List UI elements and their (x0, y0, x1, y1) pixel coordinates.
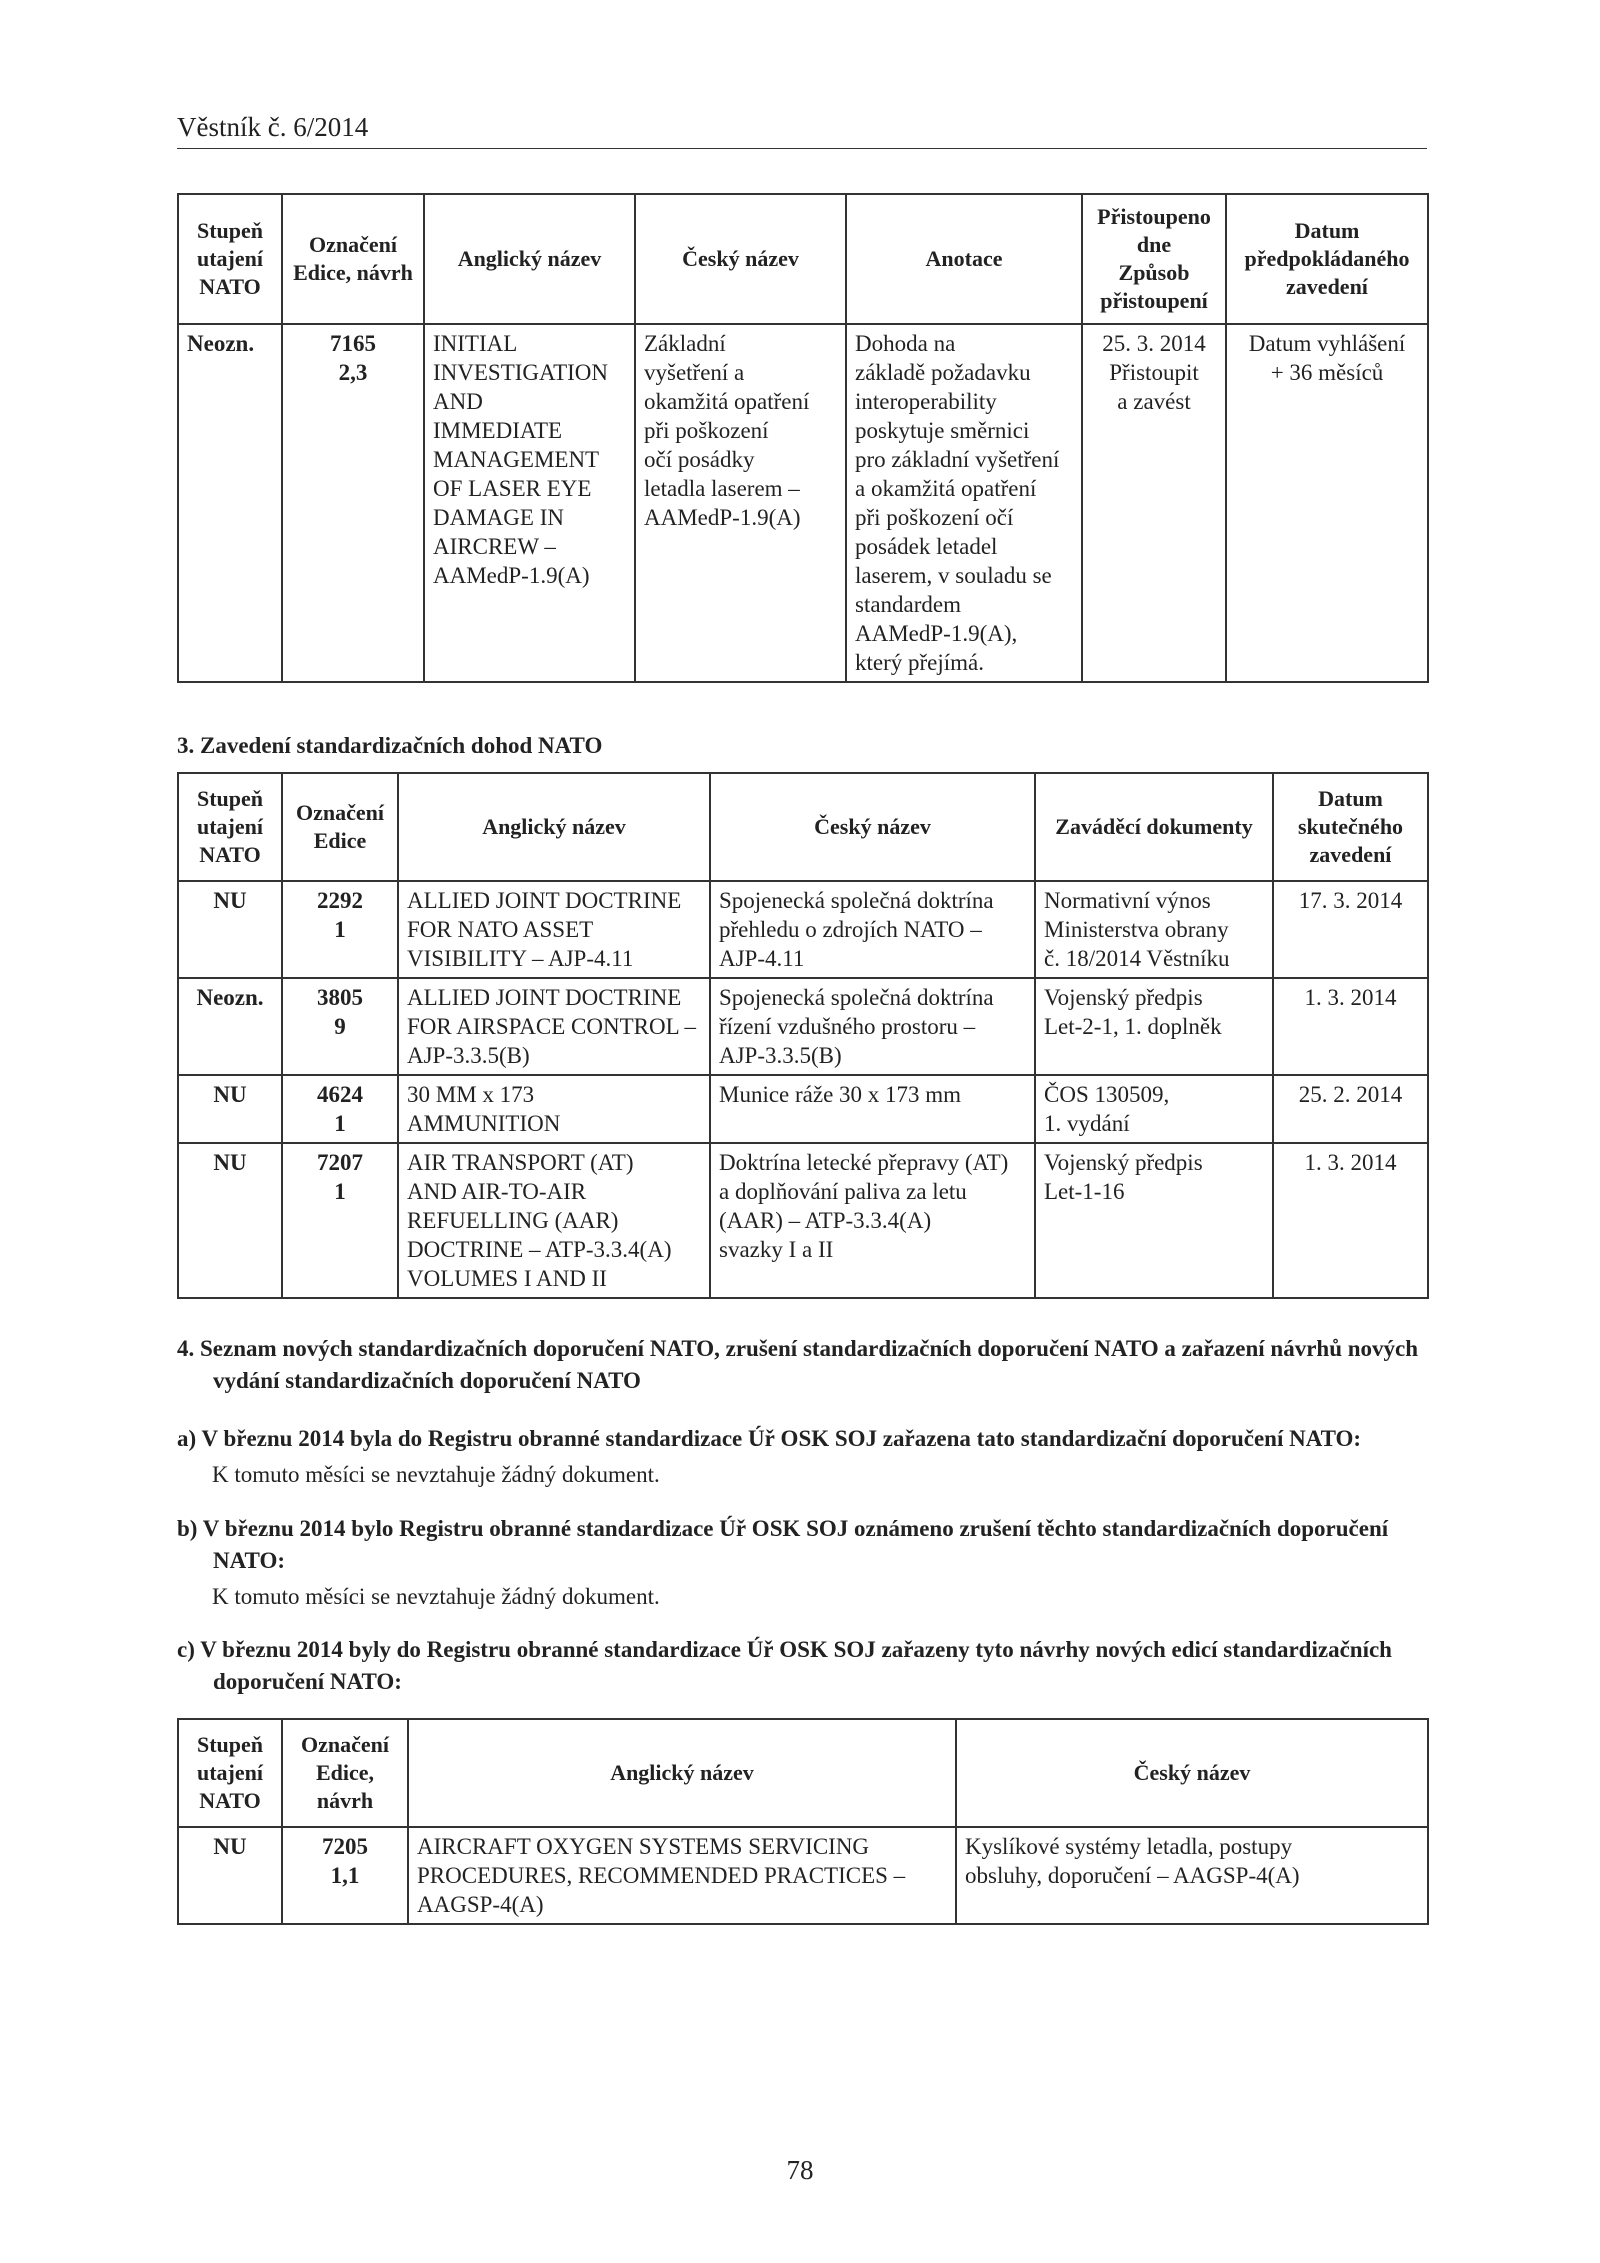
cell-annotation: Dohoda na základě požadavku interoperability poskytuje směrnici pro základní vyšetření a okamžitá opatření při poškození očí posádek letadel laserem, v souladu se standardem AAMedP-1.9(A), který přejímá. (846, 324, 1082, 682)
cell-english: AIR TRANSPORT (AT) AND AIR-TO-AIR REFUELLING (AAR) DOCTRINE – ATP-3.3.4(A) VOLUMES I AND II (398, 1143, 710, 1298)
col-header-designation: Označení Edice, návrh (282, 1719, 408, 1827)
cell-czech: Spojenecká společná doktrína řízení vzdušného prostoru – AJP-3.3.5(B) (710, 978, 1035, 1075)
table-header-row (178, 194, 1428, 324)
cell-english: AIRCRAFT OXYGEN SYSTEMS SERVICING PROCEDURES, RECOMMENDED PRACTICES – AAGSP-4(A) (408, 1827, 956, 1924)
col-header-designation: Označení Edice, návrh (282, 194, 424, 324)
col-header-designation: Označení Edice (282, 773, 398, 881)
cell-designation: 7165 2,3 (282, 324, 424, 682)
page-number: 78 (786, 2155, 814, 2185)
table-row (178, 324, 1428, 682)
col-header-english: Anglický název (408, 1719, 956, 1827)
cell-documents: Vojenský předpis Let-1-16 (1035, 1143, 1273, 1298)
section-4-title: 4. Seznam nových standardizačních doporučení NATO, zrušení standardizačních doporučení NATO a zařazení návrhů nových vydání standardizačních doporučení NATO (177, 1336, 1419, 1393)
table-row (178, 1143, 1428, 1298)
section-4b-title: b) V březnu 2014 bylo Registru obranné standardizace Úř OSK SOJ oznámeno zrušení těchto standardizačních doporučení NATO: (177, 1516, 1389, 1573)
cell-date: 1. 3. 2014 (1273, 978, 1428, 1075)
col-header-czech: Český název (635, 194, 846, 324)
table-row (178, 1075, 1428, 1143)
cell-czech: Kyslíkové systémy letadla, postupy obsluhy, doporučení – AAGSP-4(A) (956, 1827, 1428, 1924)
col-header-czech: Český název (956, 1719, 1428, 1827)
cell-level: NU (178, 1143, 282, 1298)
cell-documents: Normativní výnos Ministerstva obrany č. 18/2014 Věstníku (1035, 881, 1273, 978)
cell-designation: 7205 1,1 (282, 1827, 408, 1924)
section-3-title: 3. Zavedení standardizačních dohod NATO (177, 733, 603, 758)
section-4b-note: K tomuto měsíci se nevztahuje žádný dokument. (212, 1584, 660, 1609)
cell-documents: ČOS 130509, 1. vydání (1035, 1075, 1273, 1143)
cell-level: Neozn. (178, 978, 282, 1075)
table-header-row (178, 1719, 1428, 1827)
table-row (178, 1827, 1428, 1924)
cell-designation: 4624 1 (282, 1075, 398, 1143)
table-row (178, 978, 1428, 1075)
col-header-czech: Český název (710, 773, 1035, 881)
cell-level: NU (178, 881, 282, 978)
cell-czech: Základní vyšetření a okamžitá opatření při poškození očí posádky letadla laserem – AAMedP-1.9(A) (635, 324, 846, 682)
cell-english: 30 MM x 173 AMMUNITION (398, 1075, 710, 1143)
section-4c-title: c) V březnu 2014 byly do Registru obranné standardizace Úř OSK SOJ zařazeny tyto návrhy nových edicí standardizačních doporučení NATO: (177, 1637, 1392, 1694)
cell-date: 1. 3. 2014 (1273, 1143, 1428, 1298)
cell-level: NU (178, 1075, 282, 1143)
col-header-date: Datum skutečného zavedení (1273, 773, 1428, 881)
cell-designation: 7207 1 (282, 1143, 398, 1298)
cell-designation: 3805 9 (282, 978, 398, 1075)
cell-english: ALLIED JOINT DOCTRINE FOR NATO ASSET VISIBILITY – AJP-4.11 (398, 881, 710, 978)
col-header-english: Anglický název (398, 773, 710, 881)
col-header-annotation: Anotace (846, 194, 1082, 324)
cell-expected-date: Datum vyhlášení + 36 měsíců (1226, 324, 1428, 682)
col-header-level: Stupeň utajení NATO (178, 194, 282, 324)
accession-table (177, 193, 1429, 683)
cell-english: ALLIED JOINT DOCTRINE FOR AIRSPACE CONTROL – AJP-3.3.5(B) (398, 978, 710, 1075)
cell-documents: Vojenský předpis Let-2-1, 1. doplněk (1035, 978, 1273, 1075)
cell-date: 25. 2. 2014 (1273, 1075, 1428, 1143)
cell-czech: Munice ráže 30 x 173 mm (710, 1075, 1035, 1143)
introduction-table (177, 772, 1429, 1299)
col-header-english: Anglický název (424, 194, 635, 324)
cell-date: 17. 3. 2014 (1273, 881, 1428, 978)
cell-level: NU (178, 1827, 282, 1924)
section-4a-note: K tomuto měsíci se nevztahuje žádný dokument. (212, 1462, 660, 1487)
table-header-row (178, 773, 1428, 881)
journal-title: Věstník č. 6/2014 (177, 112, 369, 142)
cell-english: INITIAL INVESTIGATION AND IMMEDIATE MANAGEMENT OF LASER EYE DAMAGE IN AIRCREW – AAMedP-1.9(A) (424, 324, 635, 682)
cell-level: Neozn. (178, 324, 282, 682)
drafts-table (177, 1718, 1429, 1925)
cell-czech: Doktrína letecké přepravy (AT) a doplňování paliva za letu (AAR) – ATP-3.3.4(A) svazky I a II (710, 1143, 1035, 1298)
cell-czech: Spojenecká společná doktrína přehledu o zdrojích NATO – AJP-4.11 (710, 881, 1035, 978)
col-header-level: Stupeň utajení NATO (178, 773, 282, 881)
col-header-documents: Zaváděcí dokumenty (1035, 773, 1273, 881)
col-header-level: Stupeň utajení NATO (178, 1719, 282, 1827)
page-header (177, 112, 1427, 149)
table-row (178, 881, 1428, 978)
cell-designation: 2292 1 (282, 881, 398, 978)
col-header-expected-date: Datum předpokládaného zavedení (1226, 194, 1428, 324)
section-4a-title: a) V březnu 2014 byla do Registru obranné standardizace Úř OSK SOJ zařazena tato standardizační doporučení NATO: (177, 1426, 1362, 1451)
col-header-accession: Přistoupeno dne Způsob přistoupení (1082, 194, 1226, 324)
cell-accession: 25. 3. 2014 Přistoupit a zavést (1082, 324, 1226, 682)
